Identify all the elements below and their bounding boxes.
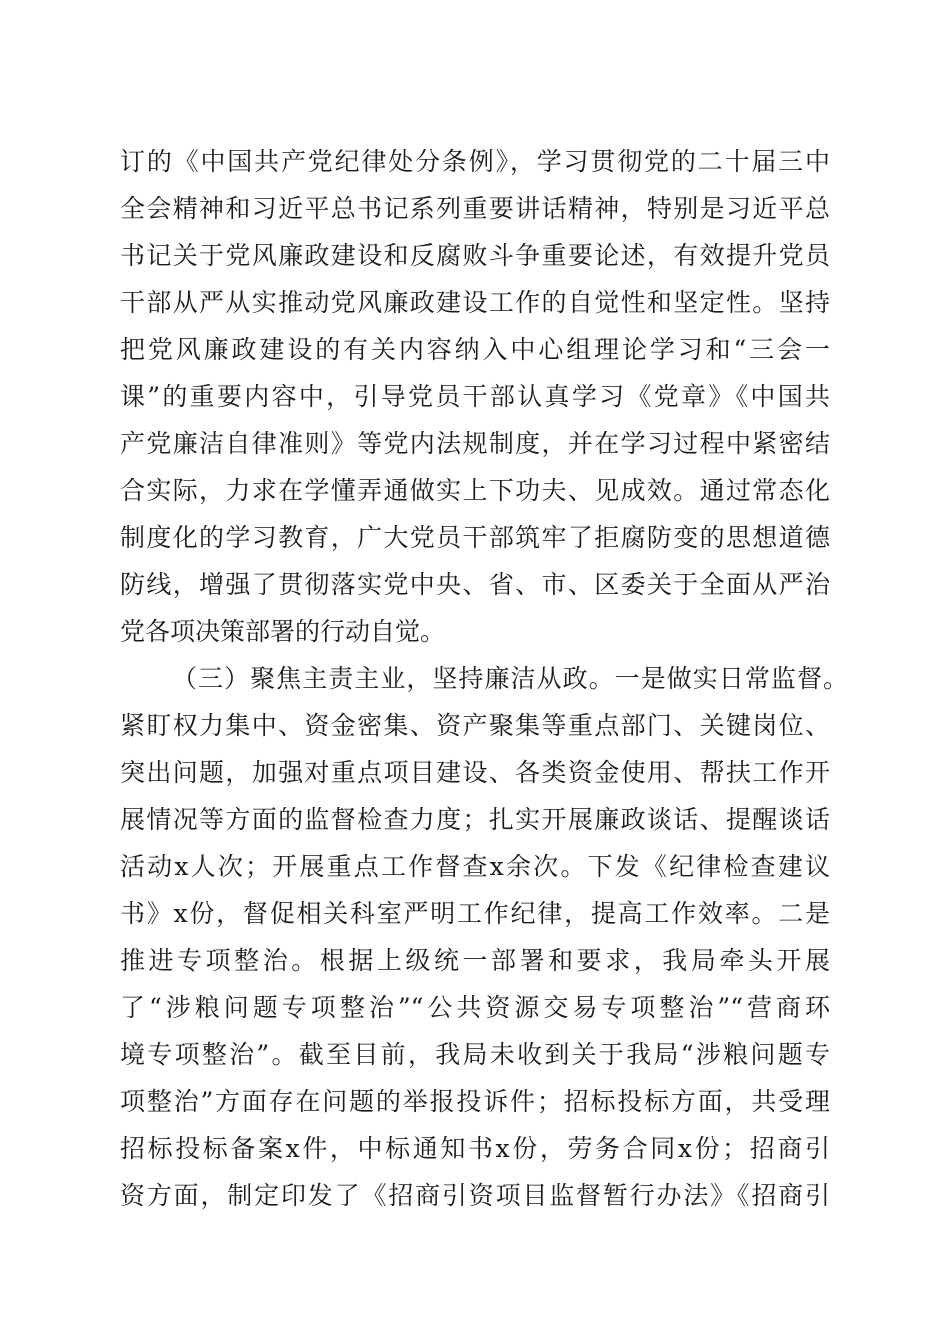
text-line: 干部从严从实推动党风廉政建设工作的自觉性和坚定性。坚持	[120, 288, 830, 317]
text-line: 招标投标备案x件，中标通知书x份，劳务合同x份；招商引	[120, 1134, 830, 1163]
text-line: 党各项决策部署的行动自觉。	[120, 617, 446, 646]
text-line: 项整治”方面存在问题的举报投诉件；招标投标方面，共受理	[120, 1087, 830, 1116]
text-line: 突出问题，加强对重点项目建设、各类资金使用、帮扶工作开	[120, 758, 830, 787]
text-line: 订的《中国共产党纪律处分条例》，学习贯彻党的二十届三中	[120, 147, 830, 176]
text-line: 课”的重要内容中，引导党员干部认真学习《党章》《中国共	[120, 382, 830, 411]
text-line: 产党廉洁自律准则》等党内法规制度，并在学习过程中紧密结	[120, 429, 830, 458]
text-line: 制度化的学习教育，广大党员干部筑牢了拒腐防变的思想道德	[120, 523, 830, 552]
text-line: 书记关于党风廉政建设和反腐败斗争重要论述，有效提升党员	[120, 241, 830, 270]
text-line: 防线，增强了贯彻落实党中央、省、市、区委关于全面从严治	[120, 570, 830, 599]
text-line: 把党风廉政建设的有关内容纳入中心组理论学习和“三会一	[120, 335, 830, 364]
text-line: 全会精神和习近平总书记系列重要讲话精神，特别是习近平总	[120, 194, 830, 223]
text-line: 活动x人次；开展重点工作督查x余次。下发《纪律检查建议	[120, 852, 830, 881]
text-line: 书》x份，督促相关科室严明工作纪律，提高工作效率。二是	[120, 899, 830, 928]
text-line: 紧盯权力集中、资金密集、资产聚集等重点部门、关键岗位、	[120, 711, 830, 740]
text-line: 了“涉粮问题专项整治”“公共资源交易专项整治”“营商环	[120, 993, 830, 1022]
section-heading-line: （三）聚焦主责主业，坚持廉洁从政。一是做实日常监督。	[172, 664, 848, 693]
text-line: 推进专项整治。根据上级统一部署和要求，我局牵头开展	[120, 946, 830, 975]
text-line: 资方面，制定印发了《招商引资项目监督暂行办法》《招商引	[120, 1181, 830, 1210]
text-line: 境专项整治”。截至目前，我局未收到关于我局“涉粮问题专	[120, 1040, 830, 1069]
text-line: 展情况等方面的监督检查力度；扎实开展廉政谈话、提醒谈话	[120, 805, 830, 834]
text-line: 合实际，力求在学懂弄通做实上下功夫、见成效。通过常态化	[120, 476, 830, 505]
